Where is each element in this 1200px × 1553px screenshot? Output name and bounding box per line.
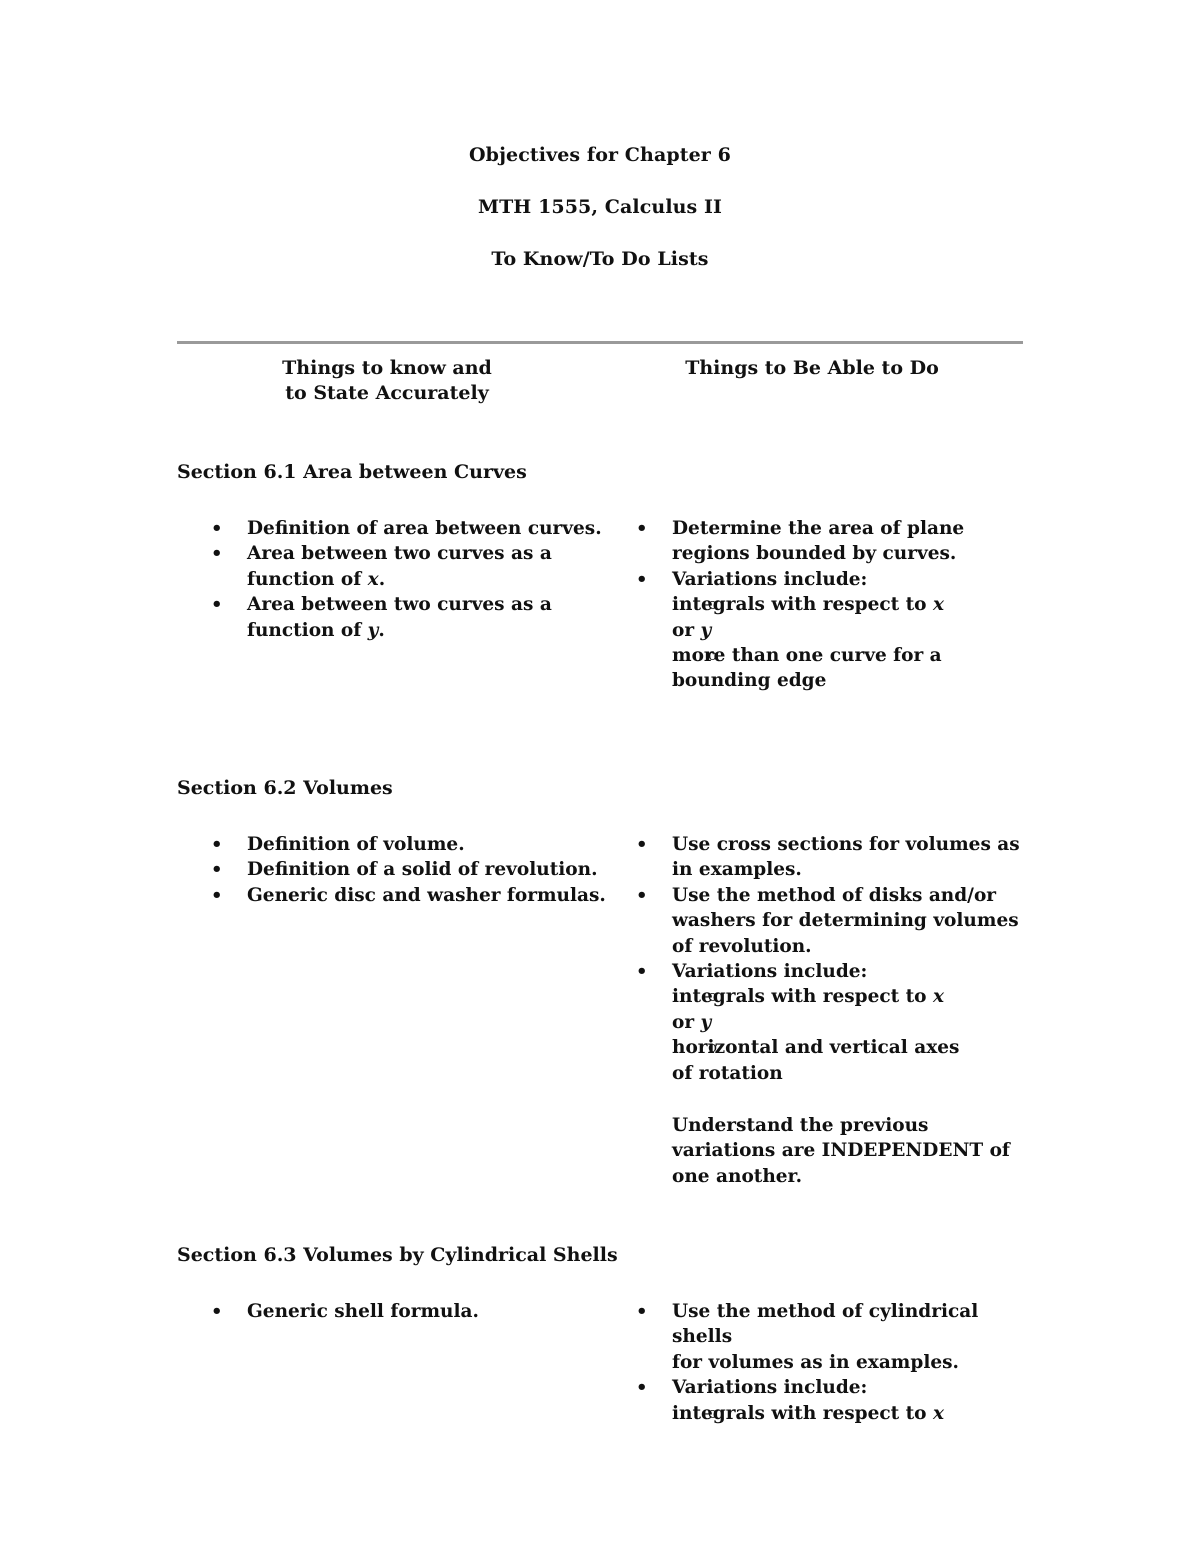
sub-list-item: o integrals with respect to x or y [672, 984, 1032, 1035]
left-column-heading-line1: Things to know and [282, 357, 492, 379]
right-column-heading: Things to Be Able to Do [685, 357, 939, 379]
left-column-heading-line2: to State Accurately [285, 382, 489, 404]
list-item: • Variations include: [672, 1375, 1032, 1400]
list-item: • Variations include: [672, 567, 1032, 592]
independence-note [672, 1113, 1012, 1189]
list-item: • Generic shell formula. [247, 1299, 607, 1324]
section-6-2-do-list [672, 832, 1032, 1086]
section-heading-6-3: Section 6.3 Volumes by Cylindrical Shells [177, 1244, 618, 1266]
section-6-1-know-list [247, 516, 607, 643]
sub-list-item: o more than one curve for a bounding edge [672, 643, 1032, 694]
list-item: • Generic disc and washer formulas. [247, 883, 607, 908]
section-6-1-do-list [672, 516, 1032, 694]
list-item: • Variations include: [672, 959, 1032, 984]
list-item: • Definition of volume. [247, 832, 607, 857]
course-name: MTH 1555, Calculus II [477, 196, 723, 218]
section-6-2-know-list [247, 832, 607, 908]
list-item: • Area between two curves as a function of y. [247, 592, 607, 643]
sub-list-item: o horizontal and vertical axes of rotation [672, 1035, 1032, 1086]
list-item: • Area between two curves as a function of x. [247, 541, 607, 592]
list-item: • Determine the area of plane regions bounded by curves. [672, 516, 1032, 567]
section-6-3-know-list [247, 1299, 607, 1324]
document-subtitle: To Know/To Do Lists [491, 248, 709, 270]
list-item: • Use cross sections for volumes as in examples. [672, 832, 1032, 883]
note-emphasis: INDEPENDENT [821, 1140, 984, 1162]
note-text: Understand the previous variations are [672, 1115, 929, 1162]
sub-list-item: o integrals with respect to x or y [672, 592, 1032, 643]
list-item: • Use the method of disks and/or washers for determining volumes of revolution. [672, 883, 1032, 959]
list-item: • Definition of a solid of revolution. [247, 857, 607, 882]
section-heading-6-1: Section 6.1 Area between Curves [177, 461, 527, 483]
list-item: • Use the method of cylindrical shells for volumes as in examples. [672, 1299, 1032, 1375]
left-column-heading [237, 356, 537, 406]
sub-list-item: o integrals with respect to x [672, 1401, 1032, 1426]
list-item: • Definition of area between curves. [247, 516, 607, 541]
note-text-end: of one another. [672, 1140, 1010, 1187]
document-title: Objectives for Chapter 6 [469, 144, 731, 166]
section-heading-6-2: Section 6.2 Volumes [177, 777, 393, 799]
horizontal-divider [177, 341, 1023, 344]
section-6-3-do-list [672, 1299, 1032, 1426]
